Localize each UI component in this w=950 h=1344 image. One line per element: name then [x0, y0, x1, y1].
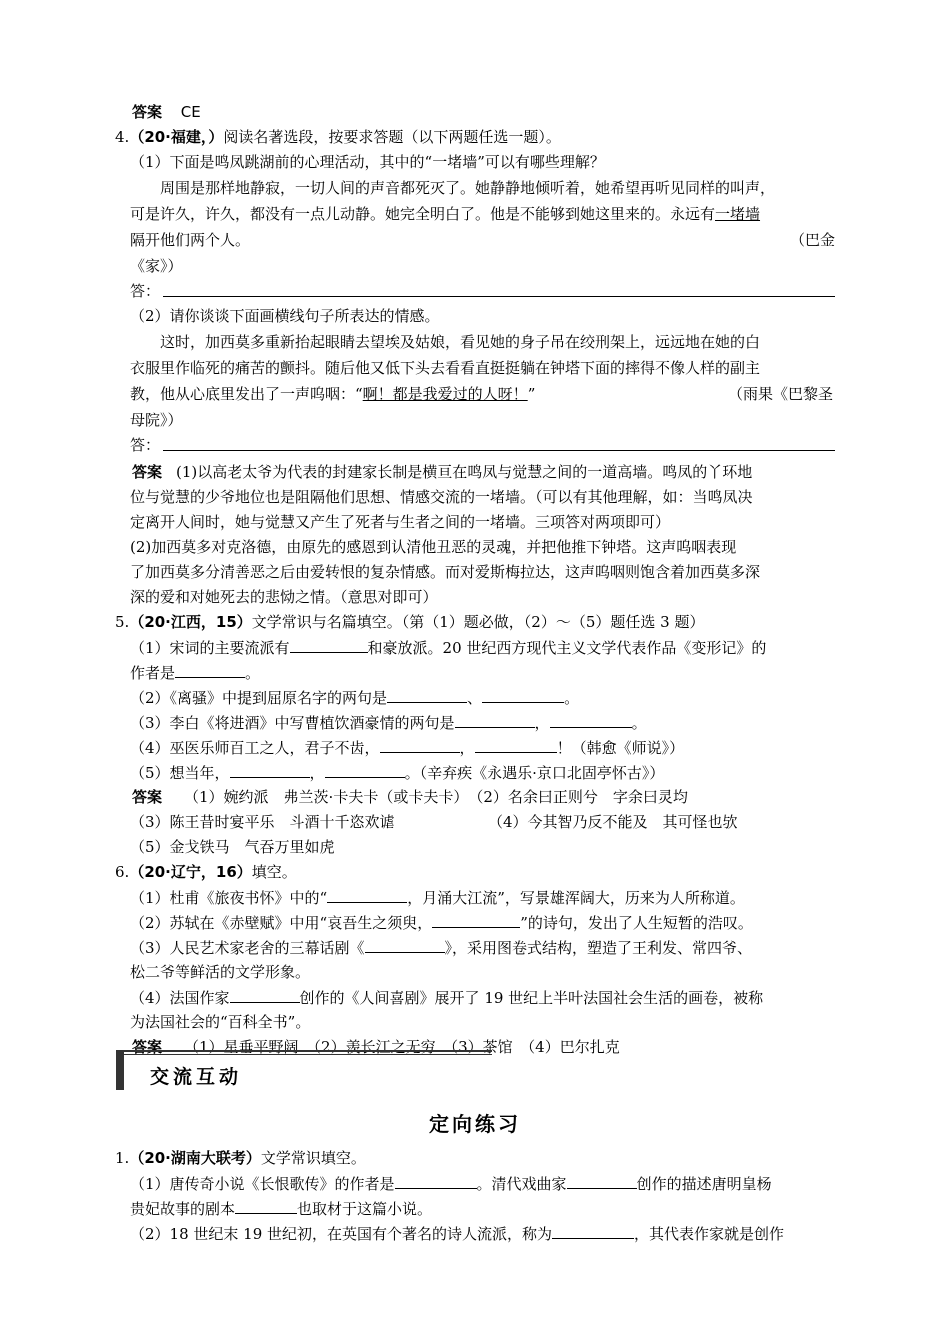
question-text: 文学常识与名篇填空。（第（1）题必做，（2）～（5）题任选 3 题） — [251, 613, 705, 631]
question-number: 1. — [115, 1149, 130, 1167]
fill-blank — [432, 912, 520, 928]
item-text: 贵妃故事的剧本 — [130, 1200, 236, 1218]
answer-line-label: 答： — [130, 282, 161, 300]
item-text: 作者是 — [130, 664, 176, 682]
item-text: 创作的《人间喜剧》展开了 19 世纪上半叶法国社会生活的画卷，被称 — [299, 989, 764, 1007]
item-text: 。清代戏曲家 — [476, 1175, 567, 1193]
answer-line — [163, 450, 835, 451]
item-text: 》，采用图卷式结构，塑造了王利发、常四爷、 — [444, 939, 753, 957]
item-text: （1）宋词的主要流派有 — [130, 639, 290, 657]
question-source: （20·福建，） — [129, 128, 224, 146]
fill-blank — [325, 762, 405, 778]
q4-answer-2-line2: 了加西莫多分清善恶之后由爱转恨的复杂情感。而对爱斯梅拉达，这声呜咽则饱含着加西莫多深 — [130, 563, 761, 581]
item-text: ， — [534, 714, 550, 732]
answer-label: 答案 — [132, 103, 163, 121]
answer-q3 — [132, 102, 201, 122]
banner-title: 交流互动 — [150, 1066, 243, 1088]
fill-blank — [327, 887, 407, 903]
question-source: （20·湖南大联考） — [129, 1149, 261, 1167]
answer-label: 答案 — [132, 463, 163, 481]
fill-blank — [235, 1198, 297, 1214]
fill-blank — [290, 637, 368, 653]
fill-blank — [230, 987, 300, 1003]
item-text: 和豪放派。20 世纪西方现代主义文学代表作品《变形记》的 — [367, 639, 767, 657]
q5-item1-line2 — [130, 662, 260, 683]
item-text: （5）想当年， — [130, 764, 230, 782]
fill-blank — [230, 762, 310, 778]
question-text: 文学常识填空。 — [260, 1149, 366, 1167]
q4-passage2-line2: 衣服里作临死的痛苦的颤抖。随后他又低下头去看看直挺挺躺在钟塔下面的摔得不像人样的副主 — [130, 359, 761, 377]
item-text: （1）唐传奇小说《长恨歌传》的作者是 — [130, 1175, 395, 1193]
q4-passage1-line2 — [130, 204, 760, 224]
answer-label: 答案 — [132, 788, 163, 806]
q5-item4 — [130, 737, 684, 758]
q4-answer-1-line1 — [132, 462, 752, 482]
q5-item1-line1 — [130, 637, 766, 658]
underlined-sentence: 啊！都是我爱过的人呀！ — [362, 385, 528, 403]
q4-answer-2-line3: 深的爱和对她死去的悲恸之情。（意思对即可） — [130, 588, 438, 606]
banner-rule-top — [116, 1050, 492, 1052]
q4-passage2-source-2: 母院》） — [130, 411, 183, 429]
question-number: 6. — [115, 863, 130, 881]
q4-answer-1-line3: 定离开人间时，她与觉慧又产生了死者与生者之间的一堵墙。三项答对两项即可） — [130, 513, 671, 531]
q6-item1 — [130, 887, 745, 908]
q6-item2 — [130, 912, 753, 933]
answer-label: 答案 — [132, 1038, 163, 1056]
answer-value: CE — [180, 103, 201, 121]
q6-item3-line1 — [130, 937, 752, 958]
item-text: 、 — [467, 689, 483, 707]
ex1-item1-line1 — [130, 1173, 772, 1194]
q5-answer-line1 — [132, 787, 688, 807]
q4-passage1-source: （巴金 — [790, 231, 836, 249]
section-heading: 定向练习 — [429, 1112, 521, 1136]
q4-passage1-line3: 隔开他们两个人。 — [130, 231, 251, 249]
question-source: （20·辽宁，16） — [129, 863, 252, 881]
q5-answer-line2a: （3）陈王昔时宴平乐 斗酒十千恣欢谑 — [130, 813, 395, 831]
item-text: 也取材于这篇小说。 — [297, 1200, 433, 1218]
question-text: 阅读名著选段，按要求答题（以下两题任选一题）。 — [223, 128, 561, 146]
q5-item2 — [130, 687, 579, 708]
fill-blank — [455, 712, 535, 728]
item-text: （3）人民艺术家老舍的三幕话剧《 — [130, 939, 365, 957]
banner-rule-bottom — [116, 1054, 492, 1055]
fill-blank — [175, 662, 245, 678]
item-text: （2）苏轼在《赤壁赋》中用“哀吾生之须臾， — [130, 914, 433, 932]
q6-item3-line2: 松二爷等鲜活的文学形象。 — [130, 963, 311, 981]
item-text: ， — [459, 739, 475, 757]
fill-blank — [395, 1173, 477, 1189]
q4-answer-2-line1: (2)加西莫多对克洛德，由原先的感恩到认清他丑恶的灵魂，并把他推下钟塔。这声呜咽表现 — [130, 538, 737, 556]
question-4-stem — [115, 127, 561, 147]
item-text: （4）巫医乐师百工之人，君子不齿， — [130, 739, 380, 757]
fill-blank — [552, 1223, 634, 1239]
q4-passage2-line3 — [130, 384, 535, 404]
item-text: ”的诗句，发出了人生短暂的浩叹。 — [520, 914, 753, 932]
item-text: （1）杜甫《旅夜书怀》中的“ — [130, 889, 328, 907]
section-banner — [116, 1050, 492, 1090]
fill-blank — [567, 1173, 637, 1189]
item-text: 。 — [564, 689, 580, 707]
item-text: ！（韩愈《师说》） — [556, 739, 685, 757]
fill-blank — [365, 937, 445, 953]
fill-blank — [482, 687, 564, 703]
passage-text: 可是许久，许久，都没有一点儿动静。她完全明白了。他是不能够到她这里来的。永远有 — [130, 205, 716, 223]
item-text: 。 — [631, 714, 647, 732]
q5-item3 — [130, 712, 647, 733]
q4-part2: （2）请你谈谈下面画横线句子所表达的情感。 — [130, 307, 440, 325]
item-text: （2）18 世纪末 19 世纪初，在英国有个著名的诗人流派，称为 — [130, 1225, 553, 1243]
fill-blank — [475, 737, 557, 753]
question-5-stem — [115, 612, 704, 632]
answer-line — [163, 296, 835, 297]
q5-item5 — [130, 762, 664, 783]
underlined-phrase: 一堵墙 — [715, 205, 761, 223]
ex1-item1-line2 — [130, 1198, 432, 1219]
item-text: （4）法国作家 — [130, 989, 230, 1007]
question-text: 填空。 — [251, 863, 297, 881]
fill-blank — [387, 687, 467, 703]
question-number: 5. — [115, 613, 130, 631]
answer-text: （1）星垂平野阔 （2）羡长江之无穷 （3）茶馆 （4）巴尔扎克 — [184, 1038, 620, 1056]
q4-passage2-source: （雨果《巴黎圣 — [728, 385, 834, 403]
q5-answer-line2b: （4）今其智乃反不能及 其可怪也欤 — [488, 813, 738, 831]
q4-passage2-line1: 这时，加西莫多重新抬起眼睛去望埃及姑娘，看见她的身子吊在绞刑架上，远远地在她的白 — [160, 333, 761, 351]
fill-blank — [550, 712, 632, 728]
passage-text: 教，他从心底里发出了一声呜咽：“ — [130, 385, 363, 403]
q4-passage1-source-2: 《家》） — [130, 257, 183, 275]
item-text: （3）李白《将进酒》中写曹植饮酒豪情的两句是 — [130, 714, 455, 732]
q6-item4-line1 — [130, 987, 763, 1008]
ex1-item2-line1 — [130, 1223, 784, 1244]
passage-text: ” — [527, 385, 536, 403]
answer-line-label: 答： — [130, 436, 161, 454]
q4-answer-1-line2: 位与觉慧的少爷地位也是阻隔他们思想、情感交流的一堵墙。（可以有其他理解，如：当鸣凤决 — [130, 488, 753, 506]
fill-blank — [380, 737, 460, 753]
q4-passage1-line1: 周围是那样地静寂，一切人间的声音都死灭了。她静静地倾听着，她希望再听见同样的叫声， — [160, 179, 776, 197]
answer-text: （1）婉约派 弗兰茨·卡夫卡（或卡夫卡） （2）名余曰正则兮 字余曰灵均 — [184, 788, 688, 806]
question-number: 4. — [115, 128, 130, 146]
question-source: （20·江西，15） — [129, 613, 252, 631]
item-text: ，月涌大江流”，写景雄浑阔大，历来为人所称道。 — [407, 889, 745, 907]
item-text: ， — [309, 764, 325, 782]
question-6-stem — [115, 862, 297, 882]
q5-answer-line3: （5）金戈铁马 气吞万里如虎 — [130, 838, 335, 856]
item-text: 创作的描述唐明皇杨 — [636, 1175, 772, 1193]
item-text: （2）《离骚》中提到屈原名字的两句是 — [130, 689, 388, 707]
q6-item4-line2: 为法国社会的“百科全书”。 — [130, 1013, 311, 1031]
item-text: 。（辛弃疾《永遇乐·京口北固亭怀古》） — [404, 764, 665, 782]
answer-text: (1)以高老太爷为代表的封建家长制是横亘在鸣凤与觉慧之间的一道高墙。鸣凤的丫环地 — [176, 463, 753, 481]
banner-bar — [116, 1050, 124, 1090]
exercise-1-stem — [115, 1148, 366, 1168]
q4-part1: （1）下面是鸣凤跳湖前的心理活动，其中的“一堵墙”可以有哪些理解？ — [130, 153, 605, 171]
item-text: ，其代表作家就是创作 — [634, 1225, 785, 1243]
item-text: 。 — [245, 664, 261, 682]
